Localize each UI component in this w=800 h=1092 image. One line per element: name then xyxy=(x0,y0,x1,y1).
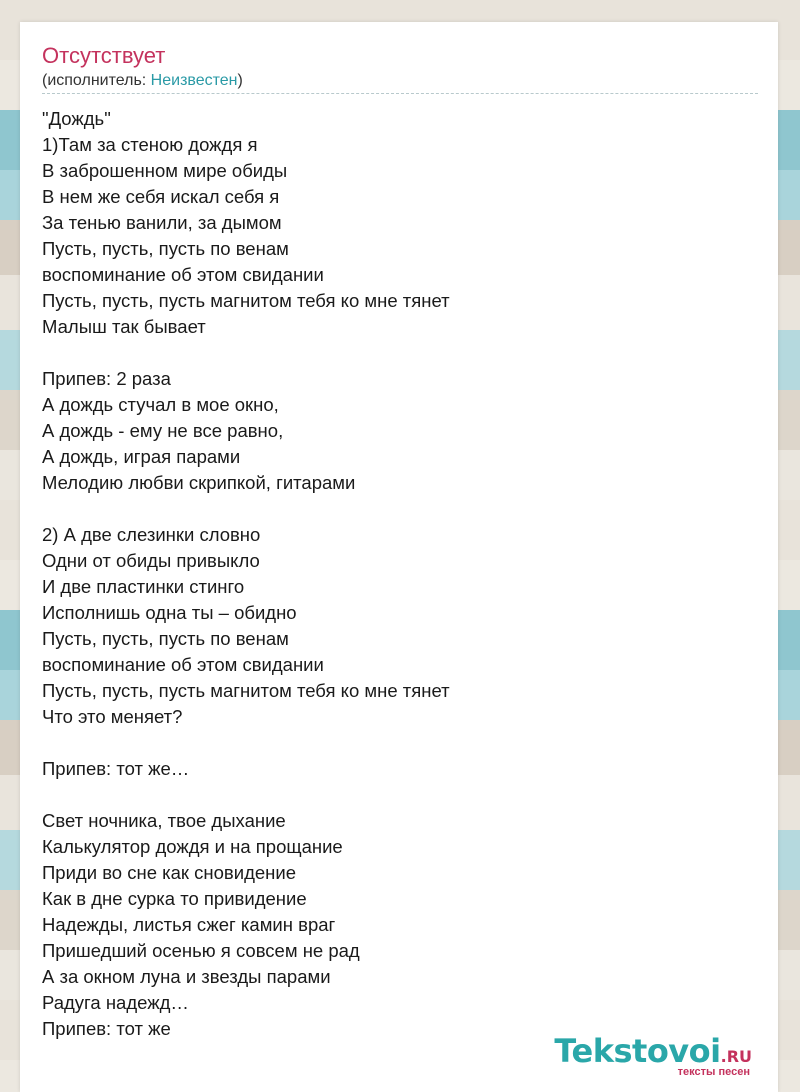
lyric-line: Приди во сне как сновидение xyxy=(42,862,296,883)
artist-link[interactable]: Неизвестен xyxy=(150,72,238,89)
lyric-line xyxy=(42,496,742,522)
lyric-line: Свет ночника, твое дыхание xyxy=(42,810,286,831)
lyric-line: Как в дне сурка то привидение xyxy=(42,888,307,909)
song-title: Отсутствует xyxy=(42,43,166,68)
logo-text: Tekstovoi xyxy=(554,1032,721,1070)
site-logo[interactable] xyxy=(554,1032,752,1078)
lyric-line: Пришедший осенью я совсем не рад xyxy=(42,940,360,961)
lyric-line: А дождь, играя парами xyxy=(42,446,241,467)
lyric-line: Радуга надежд… xyxy=(42,992,189,1013)
lyric-line xyxy=(42,782,742,808)
lyric-line: "Дождь" xyxy=(42,108,111,129)
lyric-line: воспоминание об этом свидании xyxy=(42,654,324,675)
lyrics-body xyxy=(42,106,742,1042)
lyric-line: Малыш так бывает xyxy=(42,316,206,337)
lyric-line: А дождь - ему не все равно, xyxy=(42,420,284,441)
lyric-line: Припев: тот же… xyxy=(42,758,190,779)
lyric-line: Одни от обиды привыкло xyxy=(42,550,260,571)
lyric-line xyxy=(42,340,742,366)
lyric-line: Пусть, пусть, пусть по венам xyxy=(42,628,289,649)
logo-suffix: .RU xyxy=(720,1047,752,1066)
artist-line xyxy=(42,72,243,90)
lyric-line: В заброшенном мире обиды xyxy=(42,160,288,181)
lyric-line: И две пластинки стинго xyxy=(42,576,245,597)
lyric-line: воспоминание об этом свидании xyxy=(42,264,324,285)
lyric-line xyxy=(42,730,742,756)
lyric-line: Пусть, пусть, пусть по венам xyxy=(42,238,289,259)
lyric-line: 1)Там за стеною дождя я xyxy=(42,134,258,155)
artist-prefix: (исполнитель: xyxy=(42,72,151,89)
lyric-line: За тенью ванили, за дымом xyxy=(42,212,282,233)
lyric-line: А за окном луна и звезды парами xyxy=(42,966,331,987)
lyric-line: Исполнишь одна ты – обидно xyxy=(42,602,297,623)
lyric-line: Надежды, листья сжег камин враг xyxy=(42,914,336,935)
lyric-line: Пусть, пусть, пусть магнитом тебя ко мне тянет xyxy=(42,290,450,311)
lyric-line: Калькулятор дождя и на прощание xyxy=(42,836,343,857)
lyric-line: Пусть, пусть, пусть магнитом тебя ко мне тянет xyxy=(42,680,450,701)
lyric-line: Припев: 2 раза xyxy=(42,368,171,389)
lyric-line: Что это меняет? xyxy=(42,706,183,727)
lyric-line: А дождь стучал в мое окно, xyxy=(42,394,279,415)
lyrics-sheet xyxy=(20,22,778,1092)
logo-tagline: тексты песен xyxy=(677,1066,750,1078)
divider xyxy=(42,93,758,94)
artist-suffix: ) xyxy=(237,72,243,89)
lyric-line: В нем же себя искал себя я xyxy=(42,186,280,207)
lyric-line: 2) А две слезинки словно xyxy=(42,524,261,545)
lyric-line: Припев: тот же xyxy=(42,1018,171,1039)
lyric-line: Мелодию любви скрипкой, гитарами xyxy=(42,472,356,493)
